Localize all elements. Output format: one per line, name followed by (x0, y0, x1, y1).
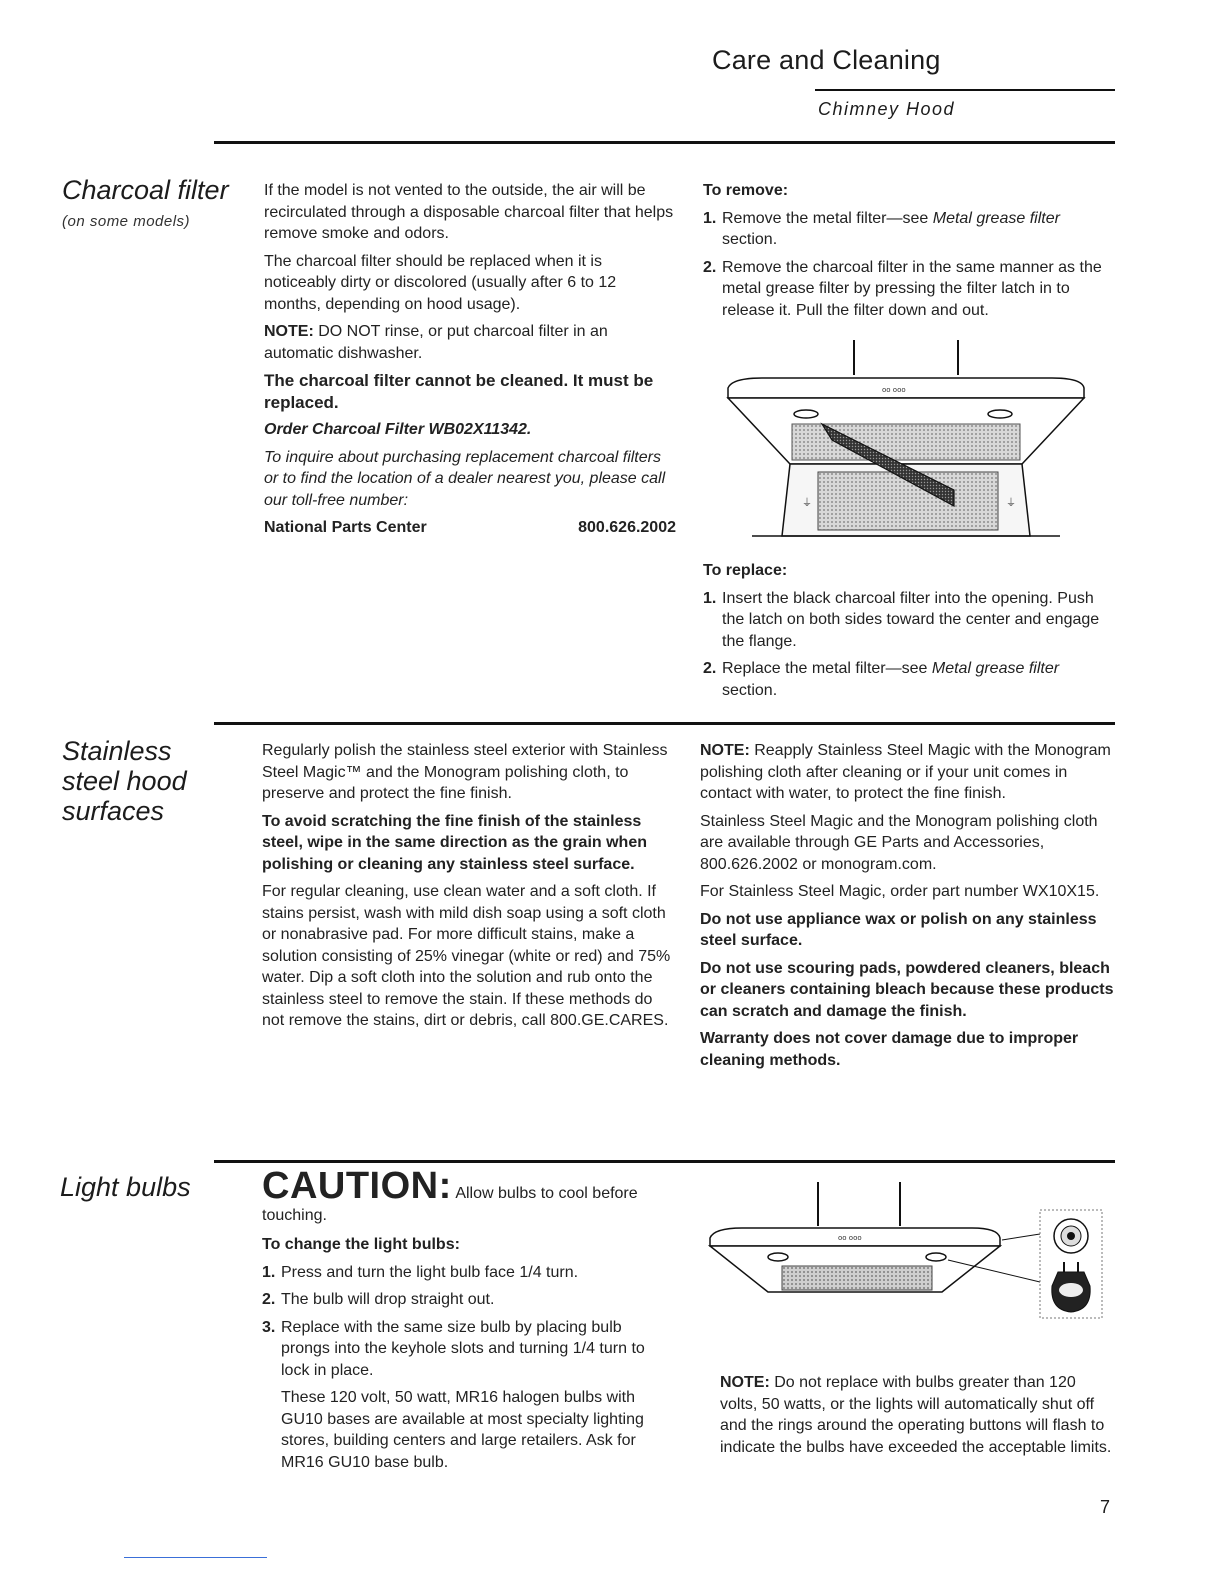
footer-link-underline (124, 1557, 267, 1558)
stainless-warranty: Warranty does not cover damage due to improper cleaning methods. (700, 1030, 1079, 1069)
bulbs-caution: CAUTION: Allow bulbs to cool before touching. (262, 1165, 638, 1224)
bulbs-heading: To change the light bulbs: (262, 1236, 460, 1253)
bulb-step: 1. Press and turn the light bulb face 1/4 turn. (262, 1263, 579, 1281)
section-rule-bulbs (214, 1160, 1115, 1163)
charcoal-replace-when: The charcoal filter should be replaced when it is noticeably dirty or discolored (usually after 6 to 12 months, depending on hood usage). (264, 252, 617, 313)
charcoal-section-subtitle: (on some models) (62, 213, 191, 230)
charcoal-intro: If the model is not vented to the outside, the air will be recirculated through a disposable charcoal filter that helps remove smoke and odors. (264, 182, 674, 242)
header-rule (214, 141, 1115, 144)
bulbs-note: NOTE: Do not replace with bulbs greater than 120 volts, 50 watts, or the lights will automatically shut off and the rings around the operating buttons will flash to indicate the bulbs have exceeded the acceptable limits. (720, 1374, 1112, 1456)
bulbs-info: These 120 volt, 50 watt, MR16 halogen bulbs with GU10 bases are available at most specialty lighting stores, building centers and large retailers. Ask for MR16 GU10 base bulb. (281, 1389, 644, 1471)
svg-text:oo ooo: oo ooo (882, 386, 906, 394)
replace-step: 2. Replace the metal filter—see Metal grease filter section. (703, 660, 1060, 699)
charcoal-order: Order Charcoal Filter WB02X11342. (264, 421, 532, 438)
charcoal-right-column-top (703, 180, 1115, 327)
parts-center-row (264, 517, 676, 539)
stainless-section-title: Stainless steel hood surfaces (62, 736, 187, 826)
charcoal-inquire: To inquire about purchasing replacement charcoal filters or to find the location of a dealer nearest you, please call our toll-free number: (264, 448, 666, 509)
stainless-right-column (700, 740, 1114, 1077)
stainless-no-wax: Do not use appliance wax or polish on any stainless steel surface. (700, 910, 1097, 949)
svg-text:⏚: ⏚ (802, 498, 812, 509)
section-rule-stainless (214, 722, 1115, 725)
page-header-subtitle: Chimney Hood (818, 99, 956, 119)
replace-step: 1. Insert the black charcoal filter into the opening. Push the latch on both sides toward the center and engage the flange. (703, 589, 1100, 650)
charcoal-warning: The charcoal filter cannot be cleaned. It must be replaced. (264, 371, 654, 412)
stainless-left-column (262, 740, 674, 1038)
stainless-availability: Stainless Steel Magic and the Monogram polishing cloth are available through GE Parts and Accessories, 800.626.2002 or monogram.com. (700, 812, 1098, 873)
charcoal-section-title: Charcoal filter (62, 175, 229, 205)
header-short-rule (815, 89, 1115, 91)
bulbs-section-title: Light bulbs (60, 1172, 191, 1202)
stainless-grain-warning: To avoid scratching the fine finish of the stainless steel, wipe in the same direction as the grain when polishing or cleaning any stainless steel surface. (262, 812, 647, 873)
page-header-title: Care and Cleaning (712, 45, 941, 75)
stainless-no-scouring: Do not use scouring pads, powdered cleaners, bleach or cleaners containing bleach because these products can scratch and damage the finish. (700, 959, 1114, 1020)
parts-center-name: National Parts Center (264, 519, 427, 536)
bulb-step: 3. Replace with the same size bulb by placing bulb prongs into the keyhole slots and turning 1/4 turn to lock in place. (262, 1318, 645, 1379)
replace-steps (703, 588, 1115, 702)
stainless-note: NOTE: Reapply Stainless Steel Magic with the Monogram polishing cloth after cleaning or if your unit comes in contact with water, to protect the fine finish. (700, 742, 1111, 802)
replace-heading: To replace: (703, 562, 788, 579)
page-number: 7 (1100, 1497, 1111, 1517)
charcoal-right-column-bottom (703, 560, 1115, 707)
charcoal-left-column (264, 180, 676, 539)
remove-step: 1. Remove the metal filter—see Metal grease filter section. (703, 209, 1060, 248)
stainless-intro: Regularly polish the stainless steel exterior with Stainless Steel Magic™ and the Monogram polishing cloth, to preserve and protect the fine finish. (262, 742, 668, 802)
bulb-step: 2. The bulb will drop straight out. (262, 1291, 495, 1308)
remove-steps (703, 208, 1115, 322)
stainless-part-number: For Stainless Steel Magic, order part number WX10X15. (700, 883, 1100, 900)
bulbs-steps (262, 1262, 674, 1382)
svg-text:⏚: ⏚ (1006, 498, 1016, 509)
remove-heading: To remove: (703, 182, 789, 199)
svg-text:oo ooo: oo ooo (838, 1234, 862, 1242)
parts-center-phone: 800.626.2002 (578, 519, 676, 536)
remove-step: 2. Remove the charcoal filter in the same manner as the metal grease filter by pressing the filter latch in to release it. Pull the filter down and out. (703, 258, 1102, 319)
bulbs-left-column (262, 1165, 674, 1479)
stainless-regular-cleaning: For regular cleaning, use clean water and a soft cloth. If stains persist, wash with mild dish soap using a soft cloth or nonabrasive pad. For more difficult stains, make a solution consisting of 25% vinegar (white or red) and 75% water. Dip a soft cloth into the solution and rub onto the stainless steel to remove the stain. If these methods do not remove the stains, dirt or debris, call 800.GE.CARES. (262, 883, 671, 1029)
light-bulb-illustration (702, 1182, 1108, 1322)
charcoal-filter-illustration (722, 340, 1090, 542)
charcoal-note: NOTE: DO NOT rinse, or put charcoal filter in an automatic dishwasher. (264, 323, 608, 362)
